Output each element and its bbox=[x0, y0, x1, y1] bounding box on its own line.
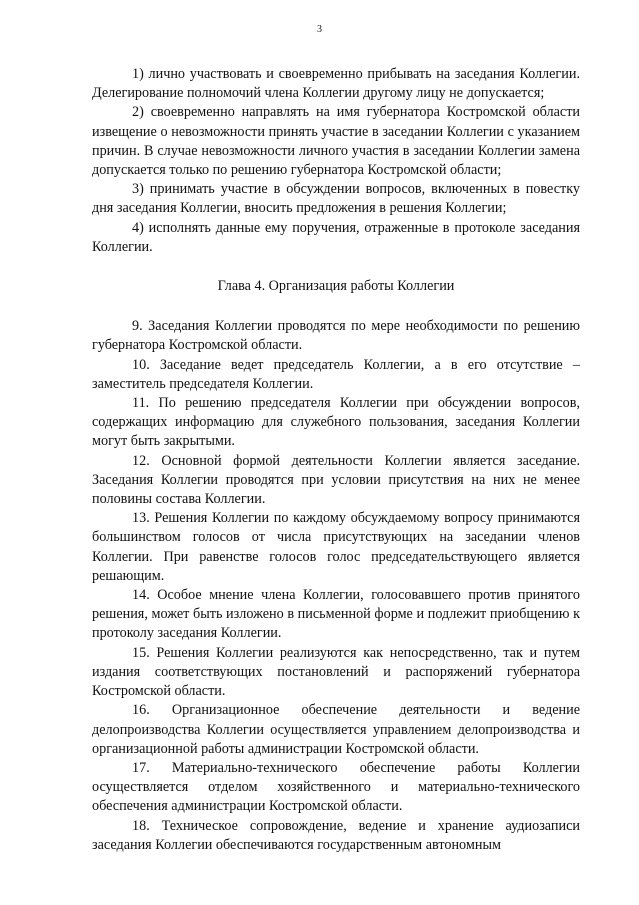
chapter-title: Глава 4. Организация работы Коллегии bbox=[217, 278, 455, 295]
item-paragraph-14: 14. Особое мнение члена Коллегии, голосовавшего против принятого решения, может быть изложено в письменной форме и подлежит приобщению к протоколу заседания Коллегии. bbox=[92, 587, 580, 642]
item-paragraph-17: 17. Материально-технического обеспечение работы Коллегии осуществляется отделом хозяйственного и материально-технического обеспечения администрации Костромской области. bbox=[92, 759, 580, 815]
item-paragraph-12: 12. Основной формой деятельности Коллегии является заседание. Заседания Коллегии проводятся при условии присутствия на них не менее половины состава Коллегии. bbox=[92, 452, 580, 508]
duty-paragraph-4: 4) исполнять данные ему поручения, отраженные в протоколе заседания Коллегии. bbox=[92, 219, 580, 255]
item-paragraph-13: 13. Решения Коллегии по каждому обсуждаемому вопросу принимаются большинством голосов от числа присутствующих на заседании членов Коллегии. При равенстве голосов голос председательствующего является решающим. bbox=[92, 510, 580, 584]
item-paragraph-16: 16. Организационное обеспечение деятельности и ведение делопроизводства Коллегии осуществляется управлением делопроизводства и организационной работы администрации Костромской области. bbox=[92, 702, 580, 757]
page-number: 3 bbox=[317, 24, 322, 35]
duty-paragraph-2: 2) своевременно направлять на имя губернатора Костромской области извещение о невозможности принять участие в заседании Коллегии с указанием причин. В случае невозможности личного участия в заседании Коллегии замена допускается только по решению губернатора Костромской области; bbox=[92, 104, 580, 179]
item-paragraph-15: 15. Решения Коллегии реализуются как непосредственно, так и путем издания соответствующих постановлений и распоряжений губернатора Костромской области. bbox=[92, 644, 580, 700]
duty-paragraph-1: 1) лично участвовать и своевременно прибывать на заседания Коллегии. Делегирование полномочий члена Коллегии другому лицу не допускается; bbox=[92, 66, 580, 102]
item-paragraph-11: 11. По решению председателя Коллегии при обсуждении вопросов, содержащих информацию для служебного пользования, заседания Коллегии могут быть закрытыми. bbox=[92, 395, 580, 450]
document-body bbox=[92, 65, 580, 855]
duty-paragraph-3: 3) принимать участие в обсуждении вопросов, включенных в повестку дня заседания Коллегии, вносить предложения в решения Коллегии; bbox=[92, 181, 580, 217]
item-paragraph-9: 9. Заседания Коллегии проводятся по мере необходимости по решению губернатора Костромской области. bbox=[92, 318, 580, 354]
item-paragraph-18: 18. Техническое сопровождение, ведение и хранение аудиозаписи заседания Коллегии обеспечиваются государственным автономным bbox=[92, 817, 580, 853]
item-paragraph-10: 10. Заседание ведет председатель Коллегии, а в его отсутствие – заместитель председателя Коллегии. bbox=[92, 356, 580, 392]
